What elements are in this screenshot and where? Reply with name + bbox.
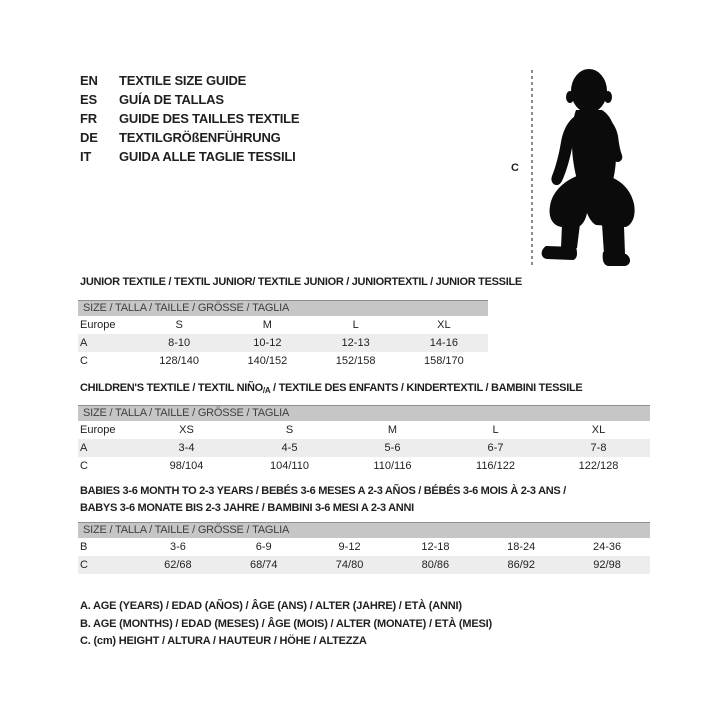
table-cell: 12-13 — [341, 337, 370, 349]
table-cell: 98/104 — [169, 460, 204, 472]
silhouette-head — [571, 69, 607, 113]
silhouette-leg-right — [602, 224, 625, 254]
row-label: Europe — [80, 424, 116, 436]
row-label: A — [80, 442, 88, 454]
table-cell: 24-36 — [592, 541, 622, 553]
language-row-de — [80, 128, 299, 147]
children-size-table — [78, 405, 650, 475]
table-cell: 62/68 — [164, 559, 192, 571]
table-cell: 140/152 — [247, 355, 288, 367]
table-cell: 116/122 — [476, 460, 515, 472]
language-list — [80, 71, 299, 166]
table-row-europe — [78, 421, 650, 439]
height-measure-line — [531, 70, 533, 268]
table-cell: 6-7 — [487, 442, 504, 454]
babies-title-line2: BABYS 3-6 MONATE BIS 2-3 JAHRE / BAMBINI 3-6 MESI A 2-3 ANNI — [80, 502, 414, 514]
table-row-height — [78, 556, 650, 574]
language-code: IT — [80, 149, 92, 164]
table-cell: 110/116 — [373, 460, 412, 472]
table-cell: M — [387, 424, 398, 436]
silhouette-ear-left — [566, 91, 574, 103]
silhouette-ear-right — [604, 91, 612, 103]
language-row-es — [80, 90, 299, 109]
children-title-post: / TEXTILE DES ENFANTS / KINDERTEXTIL / BAMBINI TESSILE — [270, 382, 583, 394]
language-title: GUIDA ALLE TAGLIE TESSILI — [119, 149, 296, 164]
language-title: GUÍA DE TALLAS — [119, 92, 224, 107]
table-cell: XL — [437, 319, 451, 331]
table-cell: 10-12 — [253, 337, 282, 349]
table-row-age — [78, 334, 488, 352]
language-row-fr — [80, 109, 299, 128]
children-section-title — [80, 382, 582, 394]
height-measure-label: C — [511, 162, 519, 174]
silhouette-shorts — [550, 176, 635, 227]
table-cell: 92/98 — [593, 559, 621, 571]
row-label: Europe — [80, 319, 116, 331]
table-cell: 86/92 — [507, 559, 535, 571]
footnote-c: C. (cm) HEIGHT / ALTURA / HAUTEUR / HÖHE / ALTEZZA — [80, 635, 367, 647]
table-cell: 152/158 — [335, 355, 376, 367]
language-title: GUIDE DES TAILLES TEXTILE — [119, 111, 300, 126]
row-label: B — [80, 541, 88, 553]
table-cell: 12-18 — [421, 541, 450, 553]
table-cell: 8-10 — [168, 337, 191, 349]
table-cell: 158/170 — [423, 355, 464, 367]
language-code: DE — [80, 130, 98, 145]
table-cell: S — [285, 424, 294, 436]
row-label: C — [80, 460, 88, 472]
row-label: A — [80, 337, 88, 349]
table-cell: 80/86 — [421, 559, 450, 571]
table-cell: 18-24 — [507, 541, 536, 553]
silhouette-foot-right — [603, 252, 630, 266]
silhouette-foot-left — [542, 246, 577, 260]
table-cell: 14-16 — [429, 337, 458, 349]
junior-section-title: JUNIOR TEXTILE / TEXTIL JUNIOR/ TEXTILE JUNIOR / JUNIORTEXTIL / JUNIOR TESSILE — [80, 276, 522, 288]
table-cell: 5-6 — [384, 442, 401, 454]
table-cell: 128/140 — [159, 355, 199, 367]
row-label: C — [80, 559, 88, 571]
table-header-band: SIZE / TALLA / TAILLE / GRÖSSE / TAGLIA — [78, 405, 650, 421]
table-header-band: SIZE / TALLA / TAILLE / GRÖSSE / TAGLIA — [78, 300, 488, 316]
children-title-sub: /A — [262, 386, 271, 395]
table-cell: 7-8 — [590, 442, 607, 454]
table-cell: XL — [591, 424, 606, 436]
footnote-b: B. AGE (MONTHS) / EDAD (MESES) / ÂGE (MOIS) / ALTER (MONATE) / ETÀ (MESI) — [80, 617, 492, 630]
footnote-a: A. AGE (YEARS) / EDAD (AÑOS) / ÂGE (ANS) / ALTER (JAHRE) / ETÀ (ANNI) — [80, 600, 462, 612]
table-cell: 4-5 — [281, 442, 298, 454]
table-cell: 68/74 — [249, 559, 278, 571]
table-cell: M — [262, 319, 272, 331]
table-header-band: SIZE / TALLA / TAILLE / GRÖSSE / TAGLIA — [78, 522, 650, 538]
language-title: TEXTILGRÖßENFÜHRUNG — [119, 130, 281, 145]
table-cell: L — [492, 424, 499, 436]
table-cell: 3-4 — [178, 442, 195, 454]
table-row-height — [78, 457, 650, 475]
table-cell: XS — [179, 424, 194, 436]
table-row-months — [78, 538, 650, 556]
table-cell: L — [352, 319, 359, 331]
table-cell: S — [175, 319, 183, 331]
footnotes — [80, 598, 492, 651]
silhouette-leg-left — [561, 224, 580, 248]
table-row-height — [78, 352, 488, 370]
junior-size-table — [78, 300, 488, 370]
table-cell: 9-12 — [338, 541, 361, 553]
table-cell: 74/80 — [335, 559, 364, 571]
language-code: ES — [80, 92, 97, 107]
table-cell: 6-9 — [255, 541, 272, 553]
table-cell: 122/128 — [578, 460, 619, 472]
babies-title-line1: BABIES 3-6 MONTH TO 2-3 YEARS / BEBÉS 3-6 MESES A 2-3 AÑOS / BÉBÉS 3-6 MOIS À 2-3 ANS / — [80, 485, 566, 497]
table-cell: 104/110 — [270, 460, 309, 472]
toddler-silhouette-image — [540, 66, 640, 272]
language-code: EN — [80, 73, 98, 88]
babies-size-table — [78, 522, 650, 574]
babies-section-title — [80, 483, 566, 517]
table-row-europe — [78, 316, 488, 334]
language-title: TEXTILE SIZE GUIDE — [119, 73, 247, 88]
table-row-age — [78, 439, 650, 457]
children-title-pre: CHILDREN'S TEXTILE / TEXTIL NIÑO — [80, 382, 263, 394]
language-row-it — [80, 147, 299, 166]
table-cell: 3-6 — [169, 541, 186, 553]
language-row-en — [80, 71, 299, 90]
language-code: FR — [80, 111, 97, 126]
row-label: C — [80, 355, 88, 367]
